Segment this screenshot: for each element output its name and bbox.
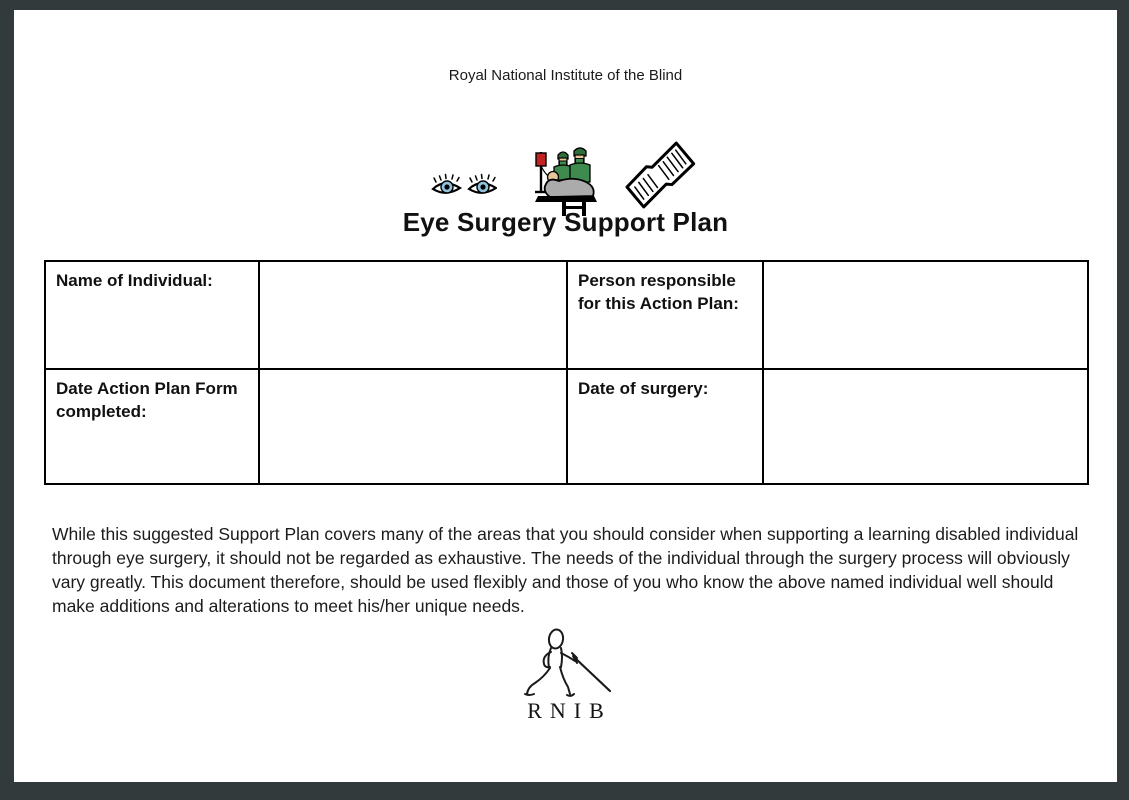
person-responsible-value[interactable] xyxy=(763,261,1088,369)
org-name: Royal National Institute of the Blind xyxy=(448,67,683,84)
table-row xyxy=(45,261,1088,369)
document-page xyxy=(14,10,1117,782)
rnib-walking-figure-icon xyxy=(14,628,1117,700)
document-icon xyxy=(620,140,700,215)
date-form-completed-value[interactable] xyxy=(259,369,567,484)
eyes-icon xyxy=(431,170,497,205)
intro-paragraph: While this suggested Support Plan covers many of the areas that you should consider when supporting a learning disabled individual through eye surgery, it should not be regarded as exhaustive. The needs of the individual through the surgery process will obviously vary greatly. This document therefore, should be used flexibly and those of you who know the above named individual well should make additions and alterations to meet his/her unique needs. xyxy=(52,524,1079,616)
name-of-individual-label: Name of Individual: xyxy=(45,261,259,369)
rnib-logo-text: RNIB xyxy=(527,698,612,723)
table-row xyxy=(45,369,1088,484)
form-table xyxy=(44,260,1089,485)
date-of-surgery-value[interactable] xyxy=(763,369,1088,484)
date-form-completed-label: Date Action Plan Form completed: xyxy=(45,369,259,484)
name-of-individual-value[interactable] xyxy=(259,261,567,369)
date-of-surgery-label: Date of surgery: xyxy=(567,369,763,484)
rnib-logo xyxy=(14,628,1117,724)
page-title: Eye Surgery Support Plan xyxy=(402,207,729,237)
person-responsible-label: Person responsible for this Action Plan: xyxy=(567,261,763,369)
